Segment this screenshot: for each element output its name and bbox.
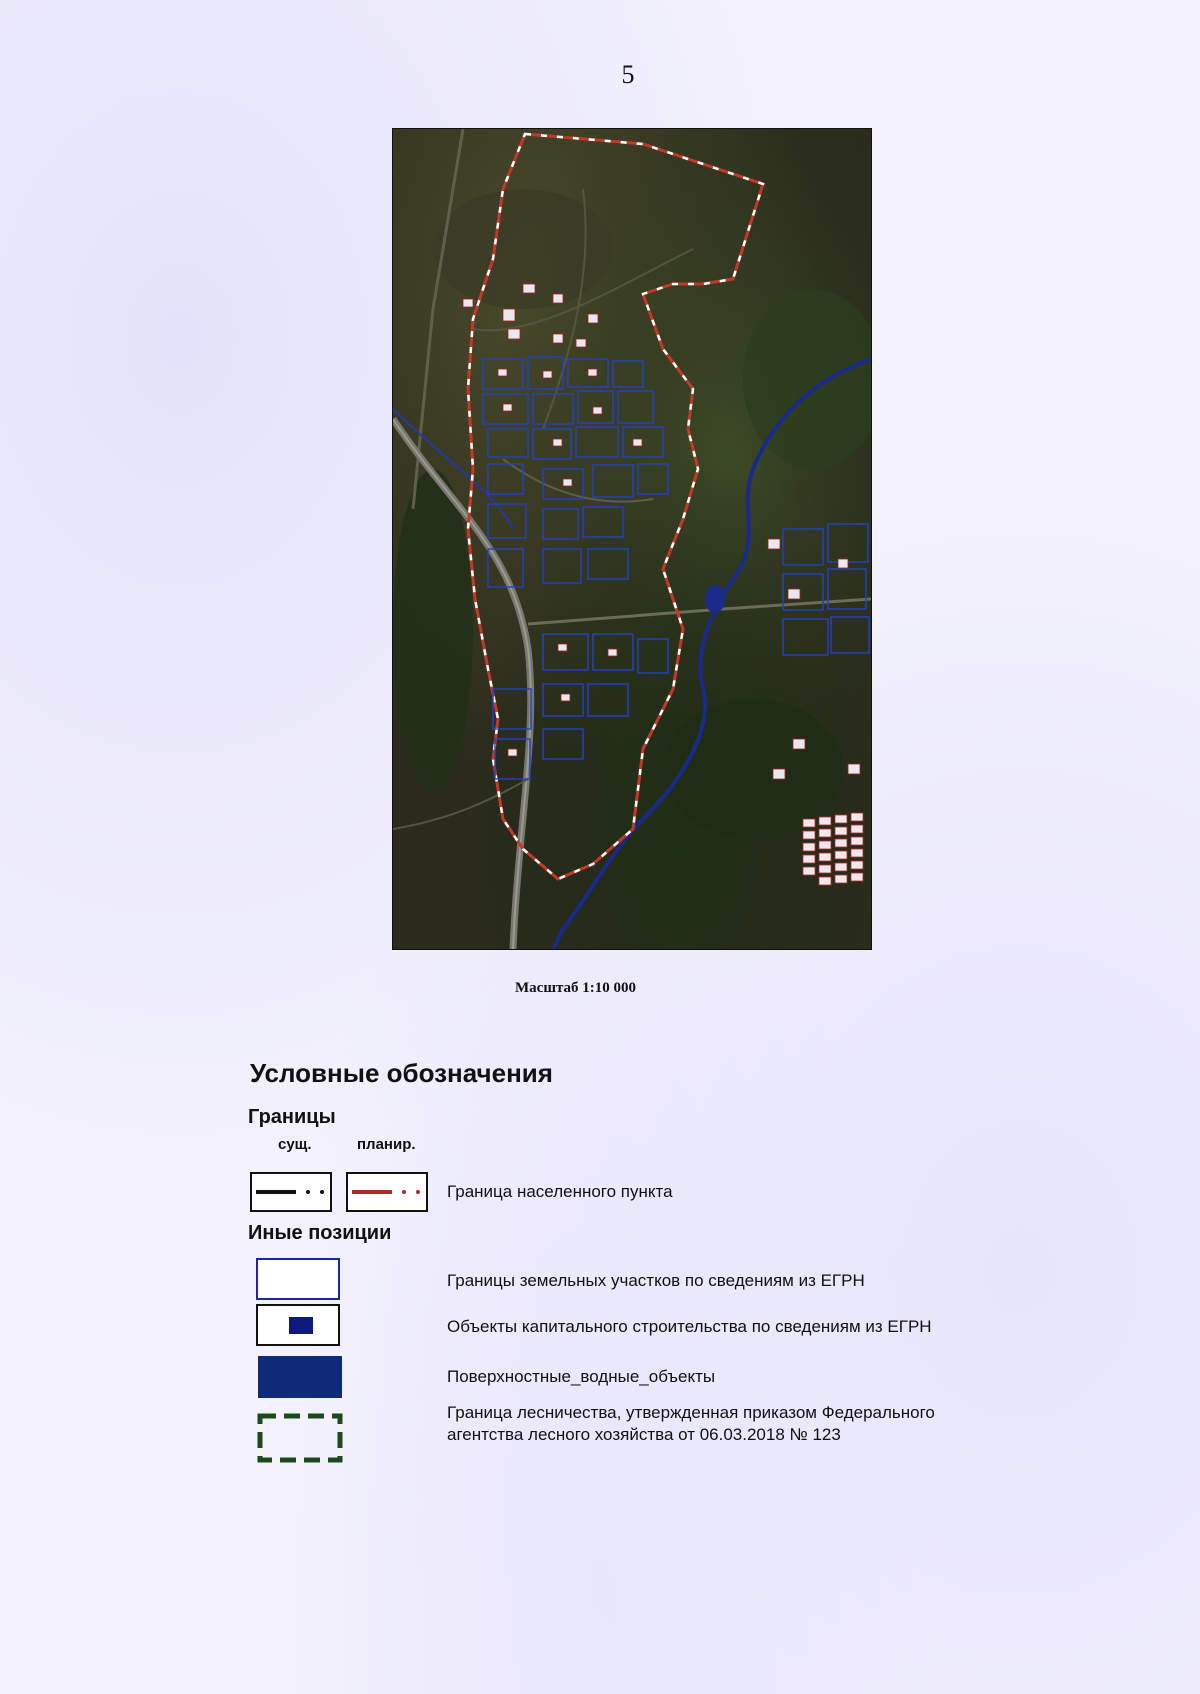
parcel-outline-icon [256,1258,340,1300]
legend-col-planned: планир. [357,1136,416,1153]
map-scale: Масштаб 1:10 000 [515,980,637,996]
satellite-map[interactable] [392,128,872,950]
legend-item-water: Поверхностные_водные_объекты [447,1367,716,1386]
forest-patch [393,469,473,789]
forest-patch [663,699,843,839]
legend-item-buildings: Объекты капитального строительства по сведениям из ЕГРН [447,1317,932,1336]
forestry-boundary-icon [256,1412,346,1466]
boundary-planned-icon [348,1174,426,1210]
pond [705,585,725,613]
legend-item-forestry: Граница лесничества, утвержденная приказом Федерального агентства лесного хозяйства от 06.03.2018 № 123 [447,1403,935,1444]
legend-section-other: Иные позиции [248,1222,392,1244]
legend-col-existing: сущ. [278,1136,312,1153]
building-symbol [289,1317,313,1334]
legend-item-parcels: Границы земельных участков по сведениям из ЕГРН [447,1271,865,1290]
page-number: 5 [621,60,635,89]
water-body-icon [258,1356,342,1398]
map-canvas [393,129,871,949]
building-icon [256,1304,340,1346]
legend-settlement-boundary: Граница населенного пункта [447,1182,673,1201]
planned-boundary-symbol [346,1172,428,1212]
legend-section-borders: Границы [248,1106,336,1128]
legend-title: Условные обозначения [250,1058,553,1088]
boundary-existing-icon [252,1174,330,1210]
existing-boundary-symbol [250,1172,332,1212]
